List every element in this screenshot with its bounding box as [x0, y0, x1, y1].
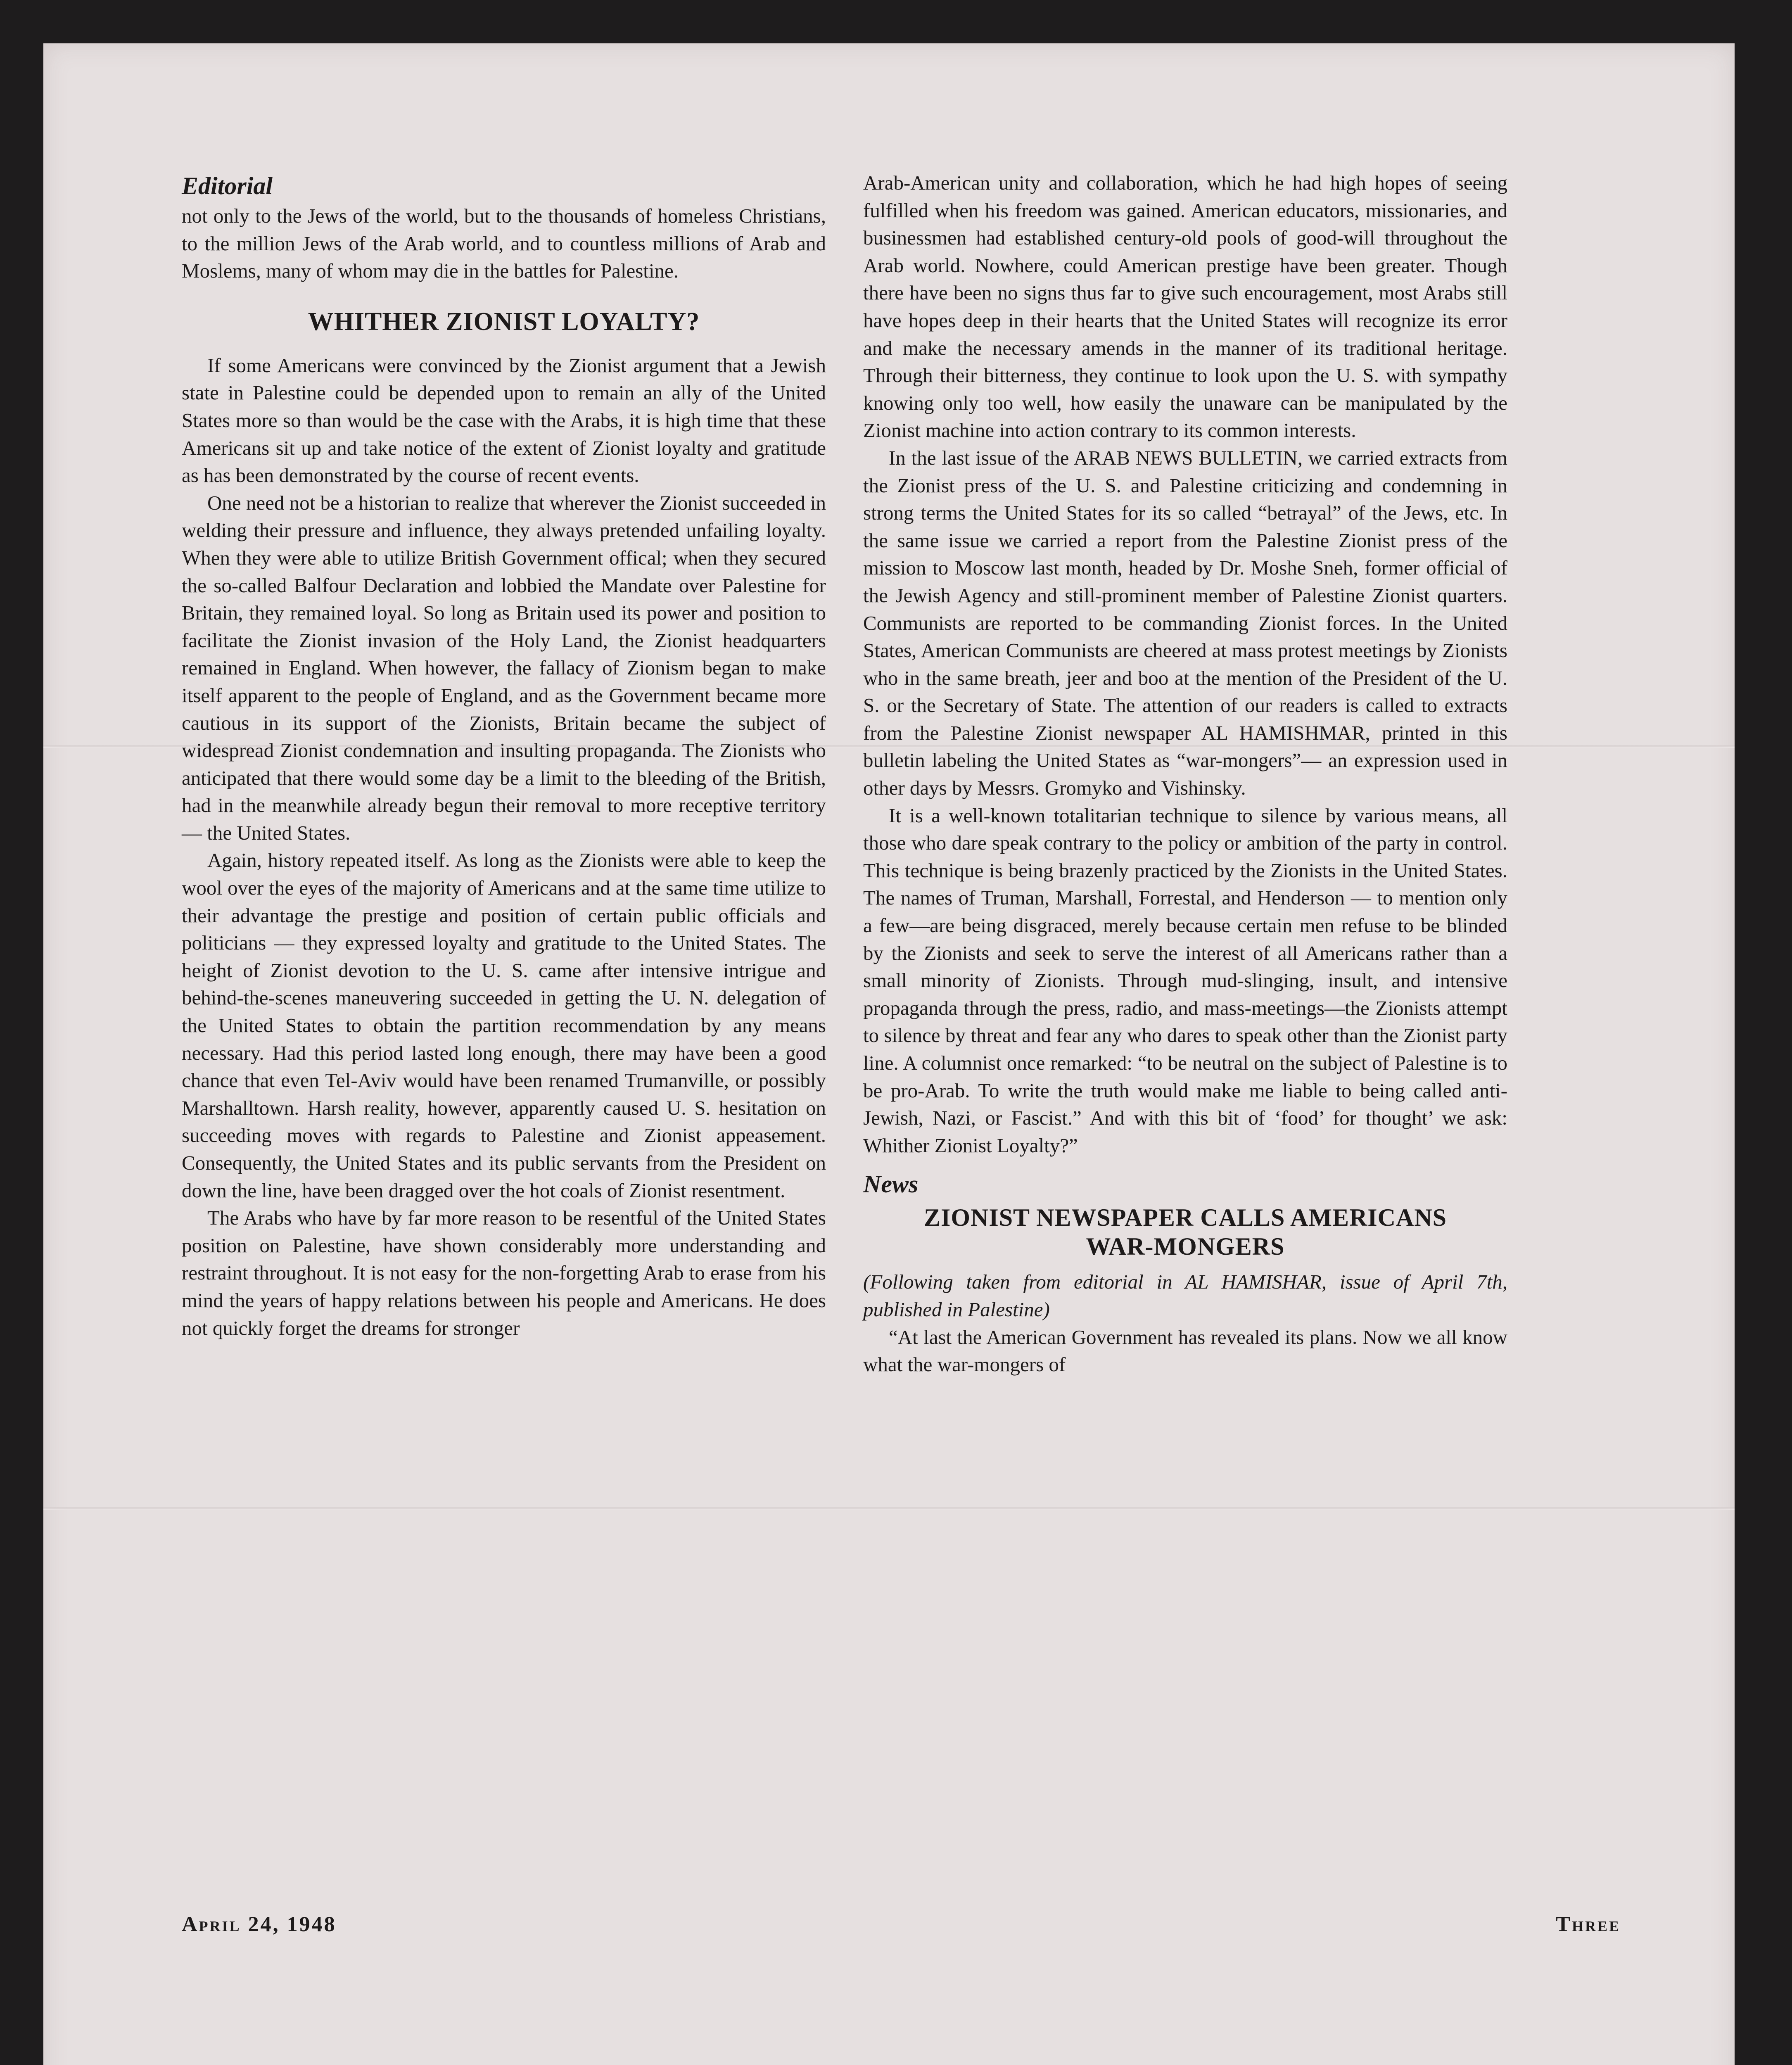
news-body: “At last the American Government has revealed its plans. Now we all know what the war-mongers of: [863, 1325, 1507, 1376]
left-column: [182, 169, 826, 1342]
article-paragraph: The Arabs who have by far more reason to be resentful of the United States position on Palestine, have shown considerably more understanding and restraint throughout. It is not easy for the non-forgetting Arab to erase from his mind the years of happy relations between his people and Americans. He does not quickly forget the dreams for stronger: [182, 1206, 826, 1339]
news-headline: [863, 1203, 1507, 1261]
news-headline-line: ZIONIST NEWSPAPER CALLS AMERICANS: [923, 1204, 1447, 1232]
article-paragraph: If some Americans were convinced by the Zionist argument that a Jewish state in Palestine could be depended upon to remain an ally of the United States more so than would be the case with the Arabs, it is high time that these Americans sit up and take notice of the extent of Zionist loyalty and gratitude as has been demonstrated by the course of recent events.: [182, 354, 826, 487]
article-paragraph: One need not be a historian to realize that wherever the Zionist succeeded in welding their pressure and influence, they always pretended unfailing loyalty. When they were able to utilize British Government offical; when they secured the so-called Balfour Declaration and lobbied the Mandate over Palestine for Britain, they remained loyal. So long as Britain used its power and position to facilitate the Zionist invasion of the Holy Land, the Zionist headquarters remained in England. When however, the fallacy of Zionism began to make itself apparent to the people of England, and as the Government became more cautious in its support of the Zionists, Britain became the subject of widespread Zionist condemnation and insulting propaganda. The Zionists who anticipated that there would some day be a limit to the bleeding of the British, had in the meanwhile already begun their removal to more receptive territory — the United States.: [182, 491, 826, 844]
issue-date: April 24, 1948: [182, 1913, 337, 1936]
article-headline: WHITHER ZIONIST LOYALTY?: [308, 307, 700, 336]
editorial-continuation: not only to the Jews of the world, but to the thousands of homeless Christians, to the million Jews of the Arab world, and to countless millions of Arab and Moslems, many of whom may die in the battles for Palestine.: [182, 204, 826, 282]
fold-crease: [43, 1507, 1735, 1510]
article-paragraph: Again, history repeated itself. As long as the Zionists were able to keep the wool over the eyes of the majority of Americans and at the same time utilize to their advantage the prestige and position of certain public officials and politicians — they expressed loyalty and gratitude to the United States. The height of Zionist devotion to the U. S. came after intensive intrigue and behind-the-scenes maneuvering succeeded in getting the U. N. delegation of the United States to obtain the partition recommendation by any means necessary. Had this period lasted long enough, there may have been a good chance that even Tel-Aviv would have been renamed Trumanville, or possibly Marshalltown. Harsh reality, however, apparently caused U. S. hesitation on succeeding moves with regards to Palestine and Zionist appeasement. Consequently, the United States and its public servants from the President on down the line, have been dragged over the hot coals of Zionist resentment.: [182, 849, 826, 1202]
section-label-editorial: Editorial: [182, 172, 273, 199]
page-number: Three: [1556, 1913, 1621, 1936]
news-headline-line: WAR-MONGERS: [1086, 1233, 1285, 1260]
article-continuation: Arab-American unity and collaboration, which he had high hopes of seeing fulfilled when his freedom was gained. American educators, missionaries, and businessmen had established century-old pools of good-will throughout the Arab world. Nowhere, could American prestige have been greater. Though there have been no signs thus far to give such encouragement, most Arabs still have hopes deep in their hearts that the United States will recognize its error and make the necessary amends in the manner of its traditional heritage. Through their bitterness, they continue to look upon the U. S. with sympathy knowing only too well, how easily the unaware can be manipulated by the Zionist machine into action contrary to its common interests.: [863, 171, 1507, 442]
news-caption: (Following taken from editorial in AL HAMISHAR, issue of April 7th, published in Palestine): [863, 1270, 1507, 1321]
article-paragraph: In the last issue of the ARAB NEWS BULLETIN, we carried extracts from the Zionist press of the U. S. and Palestine criticizing and condemning in strong terms the United States for its so called “betrayal” of the Jews, etc. In the same issue we carried a report from the Palestine Zionist press of the mission to Moscow last month, headed by Dr. Moshe Sneh, former official of the Jewish Agency and still-prominent member of Palestine Zionist quarters. Communists are reported to be commanding Zionist forces. In the United States, American Communists are cheered at mass protest meetings by Zionists who in the same breath, jeer and boo at the mention of the President of the U. S. or the Secretary of State. The attention of our readers is called to extracts from the Palestine Zionist newspaper AL HAMISHMAR, printed in this bulletin labeling the United States as “war-mongers”— an expression used in other days by Messrs. Gromyko and Vishinsky.: [863, 446, 1507, 800]
section-label-news: News: [863, 1170, 919, 1198]
article-paragraph: It is a well-known totalitarian technique to silence by various means, all those who dare speak contrary to the policy or ambition of the party in control. This technique is being brazenly practiced by the Zionists in the United States. The names of Truman, Marshall, Forrestal, and Henderson — to mention only a few—are being disgraced, merely because certain men refuse to be blinded by the Zionists and seek to serve the interest of all Americans rather than a small minority of Zionists. Through mud-slinging, insult, and intensive propaganda through the press, radio, and mass-meetings—the Zionists attempt to silence by threat and fear any who dares to speak other than the Zionist party line. A columnist once remarked: “to be neutral on the subject of Palestine is to be pro-Arab. To write the truth would make me liable to being called anti-Jewish, Nazi, or Fascist.” And with this bit of ‘food’ for thought’ we ask: Whither Zionist Loyalty?”: [863, 804, 1507, 1157]
right-column: [863, 169, 1507, 1379]
